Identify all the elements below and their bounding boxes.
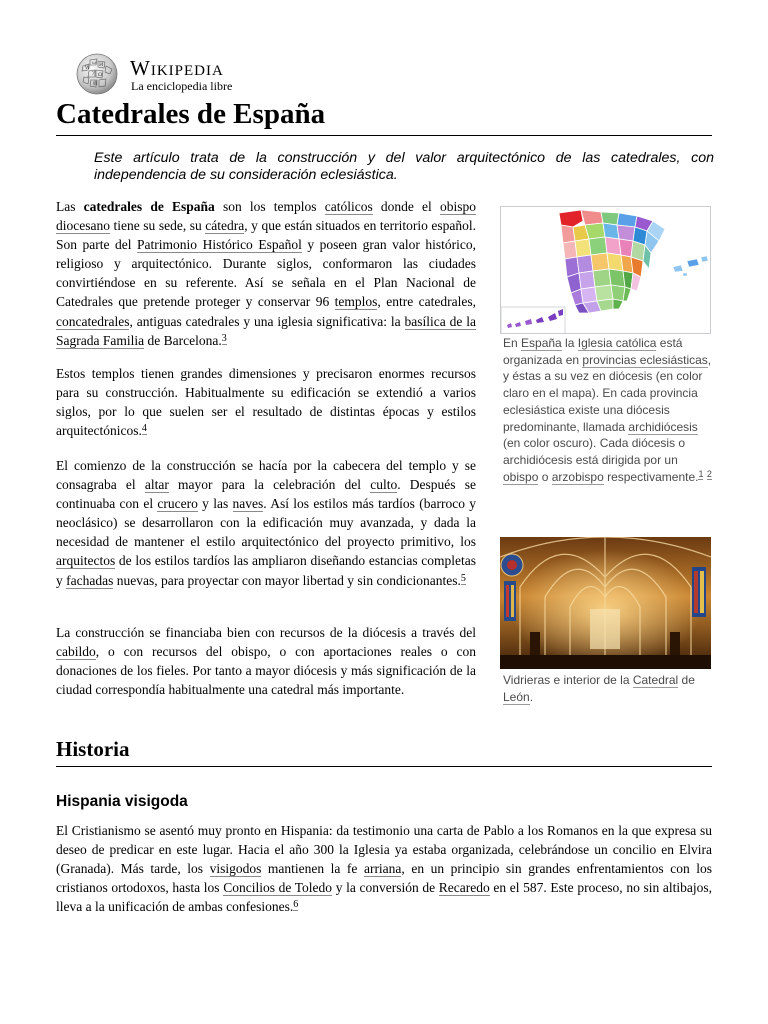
svg-text:ω: ω: [92, 60, 97, 66]
intro-paragraph-3: El comienzo de la construcción se hacía por la cabecera del templo y se consagraba el altar mayor para la celebración del culto. Después se continuaba con el crucero y las naves. Así los estilos más tardíos (barroco y neoclásico) se desarrollaron con la edificación muy avanzada, y dada la necesidad de mantener el estilo arquitectónico del proyecto primitivo, los arquitectos de los estilos tardíos las ampliaron diseñando estancias completas y fachadas nuevas, para proyectar con mayor libertad y sin condicionantes.$^5$: [56, 458, 476, 588]
spain-dioceses-map: [501, 207, 711, 334]
reference-5[interactable]: 5: [460, 572, 466, 584]
wikipedia-globe-icon: [74, 52, 120, 96]
link-arriana[interactable]: arriana: [363, 861, 402, 877]
link-visigodos[interactable]: visigodos: [209, 861, 262, 877]
link-arquitectos[interactable]: arquitectos: [56, 553, 116, 569]
subsection-heading-visigoda: Hispania visigoda: [56, 793, 188, 810]
historia-paragraph-1: El Cristianismo se asentó muy pronto en Hispania: da testimonio una carta de Pablo a los Romanos en la que expresa su deseo de predicar en este lugar. Hacia el año 300 la Iglesia ya estaba organizada, celebrándose un concilio en Elvira (Granada). Más tarde, los visigodos mantienen la fe arriana, en un principio sin grandes enfrentamientos con los cristianos ortodoxos, hasta los Concilios de Toledo y la conversión de Recaredo en el 587. Este proceso, no sin altibajos, lleva a la unificación de ambas confesiones.$^6$: [56, 823, 712, 915]
link-concilios-toledo[interactable]: Concilios de Toledo: [223, 880, 333, 896]
intro-paragraph-1: Las catedrales de España son los templos católicos donde el obispo diocesano tiene su sede, su cátedra, y que están situados en territorio español. Son parte del Patrimonio Histórico Español y poseen gran valor histórico, religioso y arquitectónico. Durante siglos, conformaron las ciudades convirtiéndose en su referente. Así se señala en el Plan Nacional de Catedrales que pretende proteger y conservar 96 templos, entre catedrales, concatedrales, antiguas catedrales y una iglesia significativa: la basílica de la Sagrada Familia de Barcelona.$^3$: [56, 199, 477, 348]
svg-text:維: 維: [93, 81, 99, 87]
reference-1[interactable]: 1: [698, 468, 704, 479]
link-catedral[interactable]: Catedral: [632, 673, 679, 687]
intro-paragraph-2: Estos templos tienen grandes dimensiones y precisaron enormes recursos para su construcción. Habitualmente su edificación se extendió a varios siglos, por lo que suelen ser el resultado de distintas épocas y estilos arquitectónicos.$^4$: [56, 366, 476, 439]
map-caption: En España la Iglesia católica está organizada en provincias eclesiásticas, y éstas a su vez en diócesis (en color claro en el mapa). En cada provincia eclesiástica existe una diócesis predominante, llamada archidiócesis (en color oscuro). Cada diócesis o archidiócesis está dirigida por un obispo o arzobispo respectivamente.$^1$ $^2$: [503, 336, 712, 484]
reference-3[interactable]: 3: [221, 332, 227, 344]
link-arzobispo[interactable]: arzobispo: [551, 469, 604, 484]
link-fachadas[interactable]: fachadas: [66, 572, 114, 588]
cathedral-interior-image: [500, 537, 711, 669]
page-title: Catedrales de España: [56, 96, 712, 136]
hatnote: Este artículo trata de la construcción y del valor arquitectónico de las catedrales, con independencia de su consideración eclesiástica.: [94, 150, 714, 183]
wikipedia-wordmark: Wikipedia: [130, 56, 224, 80]
dioceses-map-image[interactable]: [500, 206, 711, 334]
link-catolicos[interactable]: católicos: [324, 199, 373, 214]
wikipedia-tagline: La enciclopedia libre: [131, 79, 233, 93]
reference-6[interactable]: 6: [293, 899, 299, 911]
link-obispo-diocesano[interactable]: obispo diocesano: [56, 199, 476, 234]
section-heading-historia: Historia: [56, 736, 712, 767]
intro-paragraph-4: La construcción se financiaba bien con recursos de la diócesis a través del cabildo, o con recursos del obispo, o con aportaciones reales o con donaciones de los fieles. Por tanto a mayor diócesis y más significación de la ciudad correspondía habitualmente una catedral más importante.: [56, 625, 476, 698]
link-sagrada-familia[interactable]: basílica de la Sagrada Familia: [56, 313, 477, 348]
photo-caption: Vidrieras e interior de la Catedral de León.: [503, 673, 695, 704]
link-patrimonio-historico[interactable]: Patrimonio Histórico Español: [137, 237, 302, 253]
link-cabildo[interactable]: cabildo: [56, 644, 96, 660]
bold-term: catedrales de España: [83, 199, 215, 214]
wikipedia-logo[interactable]: [74, 52, 274, 96]
link-templos[interactable]: templos: [334, 294, 378, 310]
link-concatedrales[interactable]: concatedrales: [56, 313, 130, 329]
leon-cathedral-photo[interactable]: [500, 537, 711, 669]
link-altar[interactable]: altar: [144, 477, 169, 493]
reference-4[interactable]: 4: [141, 423, 147, 435]
link-espana[interactable]: España: [521, 336, 562, 350]
svg-text:W: W: [85, 65, 91, 71]
link-catedra[interactable]: cátedra: [205, 218, 245, 234]
svg-text:И: И: [99, 62, 104, 68]
link-recaredo[interactable]: Recaredo: [438, 880, 490, 896]
svg-text:ア: ア: [91, 71, 97, 77]
link-archidiocesis[interactable]: archidiócesis: [628, 419, 698, 434]
link-crucero[interactable]: crucero: [157, 496, 198, 512]
link-obispo[interactable]: obispo: [503, 469, 539, 484]
reference-2[interactable]: 2: [706, 468, 712, 479]
link-naves[interactable]: naves: [232, 496, 264, 512]
svg-text:Ω: Ω: [98, 72, 103, 78]
link-culto[interactable]: culto: [370, 477, 398, 493]
link-provincias-eclesiasticas[interactable]: provincias eclesiásticas: [582, 352, 708, 367]
link-leon[interactable]: León: [503, 689, 530, 704]
link-iglesia-catolica[interactable]: Iglesia católica: [577, 336, 657, 350]
